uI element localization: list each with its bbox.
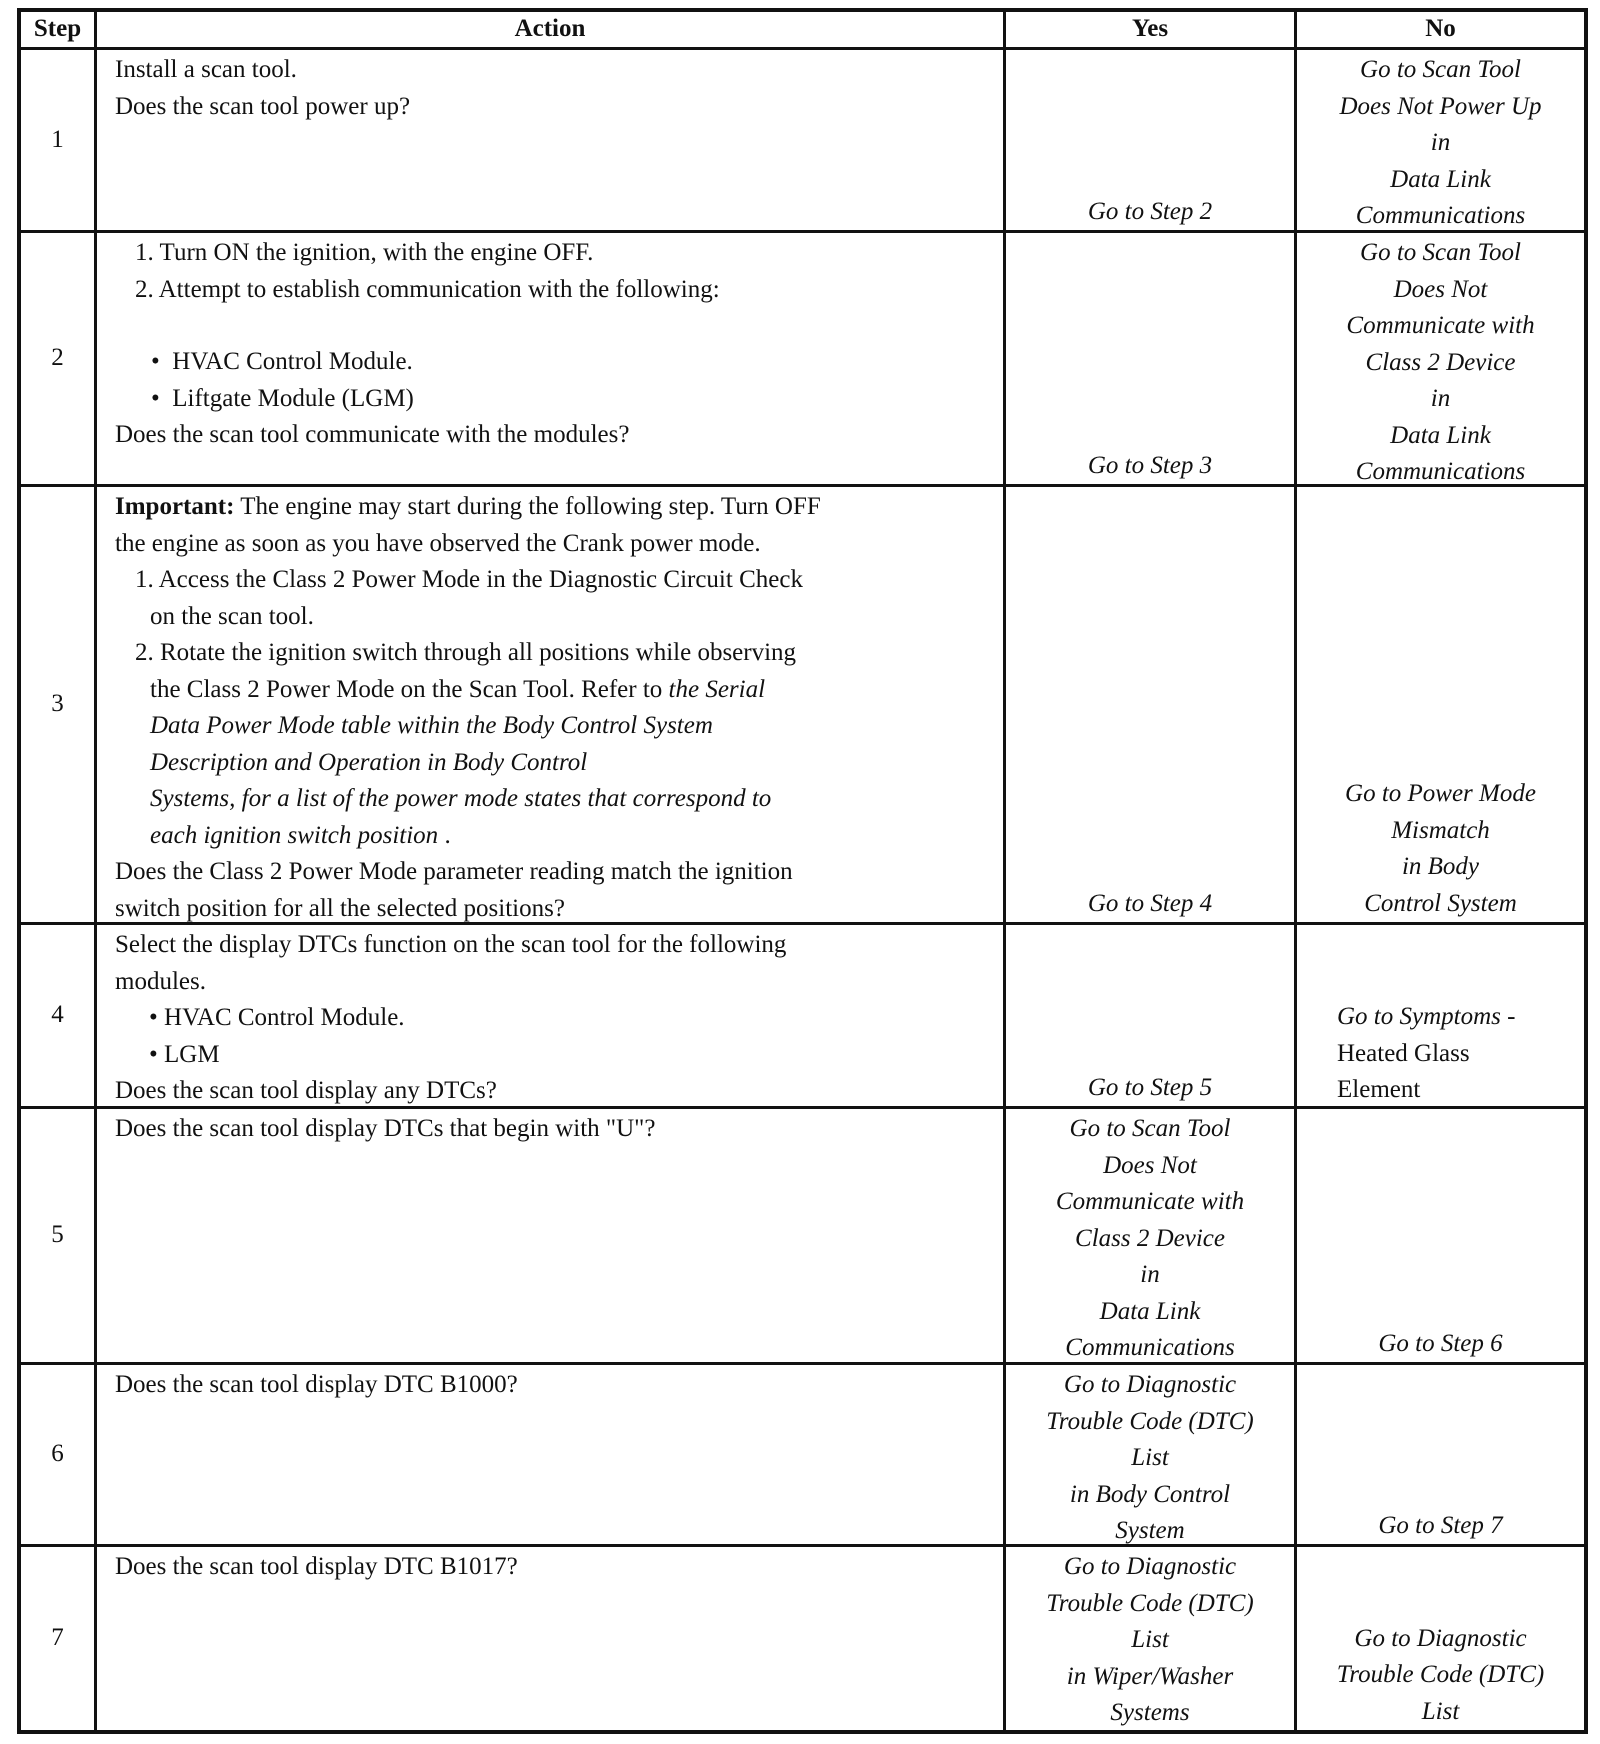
- no-cell[interactable]: [1297, 487, 1584, 925]
- yes-cell[interactable]: [1006, 1547, 1297, 1730]
- no-link-line: Go to Diagnostic: [1354, 1624, 1527, 1652]
- action-line: Install a scan tool.: [115, 56, 297, 83]
- yes-link[interactable]: Go to Step 2: [1087, 197, 1213, 225]
- reference-link[interactable]: each ignition switch position: [150, 821, 439, 849]
- reference-link[interactable]: Data Power Mode table within the Body Control System: [150, 712, 713, 739]
- no-link-line: List: [1421, 1697, 1460, 1725]
- no-link-line: Communicate with: [1346, 312, 1535, 339]
- bullet-text: HVAC Control Module.: [164, 1004, 405, 1031]
- action-bullet: • HVAC Control Module.: [151, 348, 413, 375]
- yes-link[interactable]: Go to Step 3: [1087, 451, 1213, 479]
- action-line: modules.: [115, 967, 206, 995]
- step-number: 1: [21, 50, 97, 233]
- yes-link-line: Go to Diagnostic: [1063, 1371, 1237, 1398]
- yes-link[interactable]: Go to Step 5: [1087, 1073, 1213, 1101]
- yes-link-line: Go to Scan Tool: [1069, 1115, 1231, 1142]
- step-text: .: [438, 821, 451, 849]
- yes-link-line: Does Not: [1103, 1151, 1197, 1179]
- action-cell: [97, 487, 1006, 925]
- yes-cell: [1006, 50, 1297, 233]
- no-cell[interactable]: [1297, 233, 1584, 487]
- no-link-line: Does Not: [1393, 275, 1488, 303]
- action-question: Does the scan tool display DTCs that begin with "U"?: [115, 1115, 656, 1142]
- action-question: Does the scan tool power up?: [115, 92, 411, 120]
- important-label: Important:: [115, 493, 235, 520]
- yes-link-line: Class 2 Device: [1075, 1224, 1225, 1252]
- no-cell: [1297, 1365, 1584, 1547]
- no-link-line: Go to Power Mode: [1345, 780, 1536, 807]
- action-line: Select the display DTCs function on the scan tool for the following: [115, 931, 787, 958]
- no-link-line: Data Link: [1390, 165, 1491, 193]
- action-question: switch position for all the selected positions?: [115, 894, 565, 922]
- action-bullet: • Liftgate Module (LGM): [151, 384, 414, 412]
- no-link-line: Go to Symptoms -: [1337, 1003, 1516, 1030]
- no-link-line: Trouble Code (DTC): [1336, 1661, 1545, 1688]
- no-link-line: Communications: [1355, 202, 1526, 229]
- important-note: [115, 489, 995, 526]
- action-step: 1. Turn ON the ignition, with the engine OFF.: [135, 239, 594, 266]
- yes-link-line: Trouble Code (DTC): [1046, 1589, 1254, 1617]
- action-step: 1. Access the Class 2 Power Mode in the Diagnostic Circuit Check: [135, 566, 803, 593]
- yes-link-line: Communicate with: [1055, 1188, 1245, 1215]
- no-cell[interactable]: [1297, 1547, 1584, 1730]
- yes-link-line: Trouble Code (DTC): [1046, 1407, 1254, 1435]
- yes-cell: [1006, 487, 1297, 925]
- yes-cell: [1006, 925, 1297, 1109]
- action-question: Does the Class 2 Power Mode parameter reading match the ignition: [115, 858, 793, 885]
- no-link[interactable]: Go to Step 7: [1378, 1511, 1503, 1539]
- action-step-cont: on the scan tool.: [150, 602, 314, 630]
- no-cell: [1297, 1109, 1584, 1365]
- no-link-line: Heated Glass: [1337, 1039, 1470, 1067]
- action-question: Does the scan tool display DTC B1017?: [115, 1553, 518, 1580]
- no-link-line: in Body: [1401, 853, 1480, 880]
- action-step-cont: [115, 818, 995, 855]
- reference-link[interactable]: Systems, for a list of the power mode states that correspond to: [150, 785, 772, 812]
- no-link-line: in: [1430, 385, 1451, 412]
- yes-link-line: List: [1131, 1626, 1169, 1653]
- action-question: Does the scan tool display DTC B1000?: [115, 1371, 518, 1398]
- action-question: Does the scan tool display any DTCs?: [115, 1077, 497, 1104]
- yes-link-line: in: [1140, 1261, 1160, 1288]
- yes-cell[interactable]: [1006, 1365, 1297, 1547]
- no-link-line: Control System: [1364, 889, 1517, 917]
- step-number: 7: [21, 1547, 97, 1730]
- yes-cell: [1006, 233, 1297, 487]
- action-step: 2. Rotate the ignition switch through all positions while observing: [135, 639, 797, 666]
- header-step: Step: [21, 12, 97, 50]
- header-action: Action: [97, 12, 1006, 50]
- bullet-text: Liftgate Module (LGM): [172, 384, 414, 412]
- header-yes: Yes: [1006, 12, 1297, 50]
- no-link-line: Communications: [1355, 458, 1526, 485]
- spacer: [115, 308, 995, 344]
- action-cell: [97, 1365, 1006, 1547]
- step-number: 5: [21, 1109, 97, 1365]
- action-cell: [97, 50, 1006, 233]
- no-link[interactable]: Go to Step 6: [1378, 1329, 1503, 1357]
- important-text-2: the engine as soon as you have observed the Crank power mode.: [115, 529, 761, 557]
- yes-link-line: System: [1115, 1517, 1185, 1544]
- reference-link[interactable]: the Serial: [668, 675, 766, 703]
- step-number: 6: [21, 1365, 97, 1547]
- no-link-line: Data Link: [1390, 421, 1491, 449]
- no-link-line: Mismatch: [1391, 816, 1490, 844]
- action-step: 2. Attempt to establish communication with the following:: [135, 275, 720, 303]
- action-cell: [97, 925, 1006, 1109]
- header-no: No: [1297, 12, 1584, 50]
- no-link-line: Class 2 Device: [1365, 348, 1516, 376]
- bullet-text: LGM: [164, 1040, 220, 1068]
- no-cell[interactable]: [1297, 925, 1584, 1109]
- action-cell: [97, 1109, 1006, 1365]
- step-number: 2: [21, 233, 97, 487]
- yes-link-line: Communications: [1065, 1334, 1235, 1361]
- yes-link-line: Go to Diagnostic: [1063, 1553, 1237, 1580]
- bullet-text: HVAC Control Module.: [172, 348, 413, 375]
- action-bullet: • LGM: [149, 1040, 220, 1068]
- step-number: 3: [21, 487, 97, 925]
- no-cell[interactable]: [1297, 50, 1584, 233]
- yes-link-line: in Wiper/Washer: [1066, 1662, 1234, 1690]
- no-link-line: Does Not Power Up: [1339, 92, 1542, 120]
- yes-cell[interactable]: [1006, 1109, 1297, 1365]
- no-link-line: in: [1430, 129, 1451, 156]
- important-text: The engine may start during the following step. Turn OFF: [234, 493, 821, 520]
- step-number: 4: [21, 925, 97, 1109]
- action-cell: [97, 233, 1006, 487]
- yes-link-line: in Body Control: [1069, 1480, 1231, 1508]
- yes-link[interactable]: Go to Step 4: [1087, 889, 1213, 917]
- action-cell: [97, 1547, 1006, 1730]
- yes-link-line: Systems: [1110, 1699, 1190, 1726]
- no-link-line: Go to Scan Tool: [1360, 239, 1521, 266]
- step-text: the Class 2 Power Mode on the Scan Tool. Refer to: [150, 675, 669, 703]
- yes-link-line: Data Link: [1099, 1297, 1201, 1325]
- action-step-cont: [115, 672, 995, 709]
- no-link-line: Go to Scan Tool: [1360, 56, 1521, 83]
- diagnostic-table: [17, 8, 1588, 1734]
- yes-link-line: List: [1131, 1444, 1169, 1471]
- no-link-line: Element: [1337, 1076, 1421, 1103]
- action-bullet: • HVAC Control Module.: [149, 1004, 405, 1031]
- reference-link[interactable]: Description and Operation in Body Control: [150, 748, 588, 776]
- action-question: Does the scan tool communicate with the modules?: [115, 421, 630, 448]
